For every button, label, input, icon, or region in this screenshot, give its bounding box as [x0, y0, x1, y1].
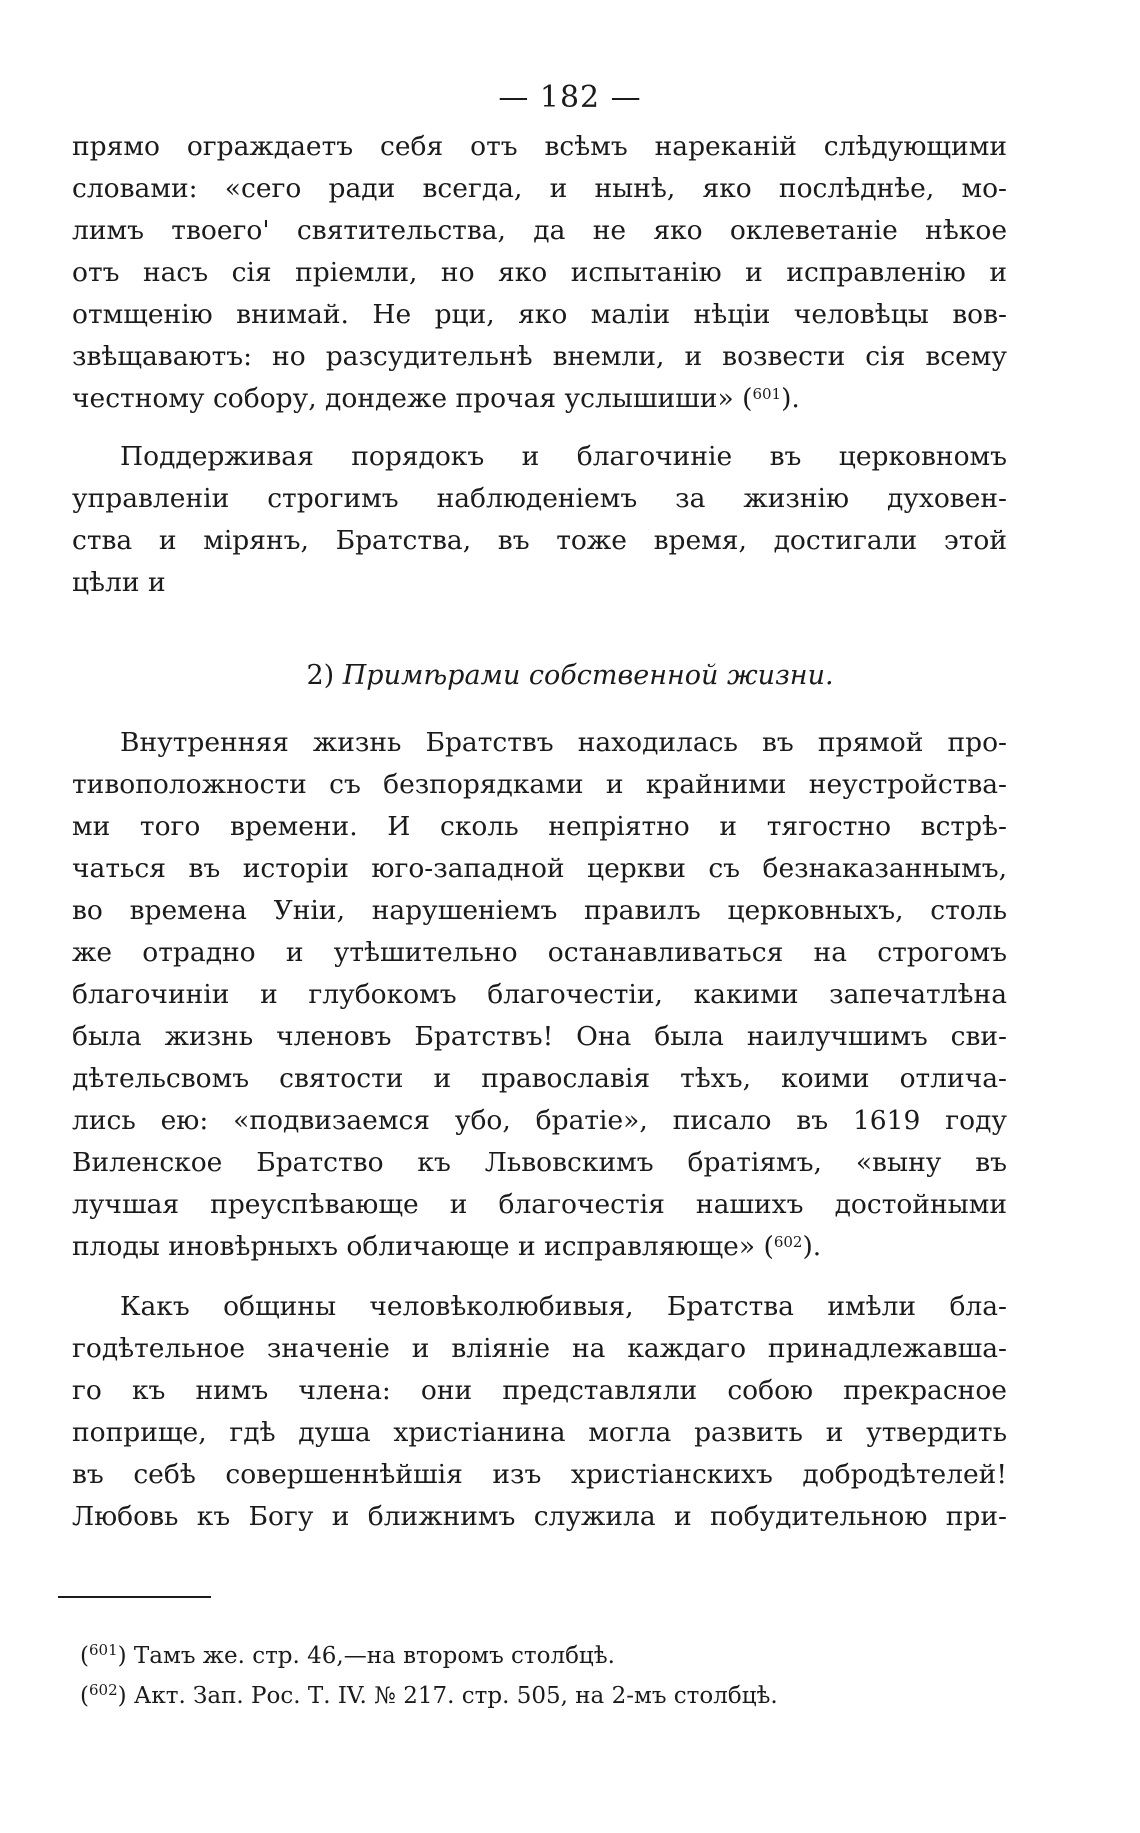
text-line: словами: «сего ради всегда, и нынѣ, яко послѣднѣе, мо-: [72, 173, 1007, 204]
footnote-divider: [58, 1596, 211, 1598]
footnote-number: 601: [88, 1641, 118, 1659]
text-line: Поддерживая порядокъ и благочиніе въ церковномъ: [120, 441, 1007, 472]
text-line: лучшая преуспѣвающе и благочестія нашихъ достойными: [72, 1189, 1007, 1220]
text-line: лись ею: «подвизаемся убо, братіе», писало въ 1619 году: [72, 1105, 1007, 1136]
footnote-reference: 601: [752, 385, 782, 403]
heading-title: Примѣрами собственной жизни.: [342, 660, 834, 691]
text-line: [72, 378, 1007, 420]
text-line: ми того времени. И сколь непріятно и тягостно встрѣ-: [72, 811, 1007, 842]
text-line: во времена Уніи, нарушеніемъ правилъ церковныхъ, столь: [72, 895, 1007, 926]
text-line: [72, 1226, 1007, 1268]
footnotes: [80, 1636, 1040, 1716]
text-line: была жизнь членовъ Братствъ! Она была наилучшимъ сви-: [72, 1021, 1007, 1052]
paragraph-continuation: [72, 126, 1007, 420]
text-line: лимъ твоего' святительства, да не яко оклеветаніе нѣкое: [72, 215, 1007, 246]
text-line: въ себѣ совершеннѣйшія изъ христіанскихъ добродѣтелей!: [72, 1459, 1007, 1490]
text-line: отмщенію внимай. Не рци, яко маліи нѣціи человѣцы вов-: [72, 299, 1007, 330]
text-line: Любовь къ Богу и ближнимъ служила и побудительною при-: [72, 1501, 1007, 1532]
text-fragment: честному собору, дондеже прочая услышиши» (: [72, 383, 753, 414]
footnote-number: 602: [88, 1681, 118, 1699]
footnote-text: Акт. Зап. Рос. Т. IV. № 217. стр. 505, на 2-мъ столбцѣ.: [133, 1683, 778, 1709]
text-line: цѣли и: [72, 567, 166, 598]
text-line: Внутренняя жизнь Братствъ находилась въ прямой про-: [120, 727, 1007, 758]
section-heading: [0, 654, 1140, 698]
text-line: чаться въ исторіи юго-западной церкви съ безнаказаннымъ,: [72, 853, 1007, 884]
text-fragment: ).: [802, 1231, 822, 1262]
text-line: звѣщаваютъ: но разсудительнѣ внемли, и возвести сія всему: [72, 341, 1007, 372]
text-line: годѣтельное значеніе и вліяніе на каждаго принадлежавша-: [72, 1333, 1007, 1364]
text-line: Виленское Братство къ Львовскимъ братіямъ, «выну въ: [72, 1147, 1007, 1178]
text-line: тивоположности съ безпорядками и крайними неустройства-: [72, 769, 1007, 800]
text-line: дѣтельсвомъ святости и православія тѣхъ, коими отлича-: [72, 1063, 1007, 1094]
paragraph-inner-life: [72, 722, 1007, 1268]
text-fragment: ).: [781, 383, 800, 414]
text-line: же отрадно и утѣшительно останавливаться на строгомъ: [72, 937, 1007, 968]
text-line: благочиніи и глубокомъ благочестіи, какими запечатлѣна: [72, 979, 1007, 1010]
text-fragment: плоды иновѣрныхъ обличающе и исправляюще» (: [72, 1231, 774, 1262]
text-line: поприще, гдѣ душа христіанина могла развить и утвердить: [72, 1417, 1007, 1448]
text-line: ства и мірянъ, Братства, въ тоже время, достигали этой: [72, 525, 1007, 556]
text-line: го къ нимъ члена: они представляли собою прекрасное: [72, 1375, 1007, 1406]
text-line: отъ насъ сія пріемли, но яко испытанію и исправленію и: [72, 257, 1007, 288]
footnote: ($^{602}$) Акт. Зап. Рос. Т. IV. № 217. стр. 505, на 2-мъ столбцѣ.: [80, 1681, 778, 1709]
text-line: управленіи строгимъ наблюденіемъ за жизнію духовен-: [72, 483, 1007, 514]
text-line: Какъ общины человѣколюбивыя, Братства имѣли бла-: [120, 1291, 1007, 1322]
heading-number: 2): [306, 660, 335, 691]
footnote-reference: 602: [773, 1233, 803, 1251]
text-line: прямо ограждаетъ себя отъ всѣмъ нареканій слѣдующими: [72, 131, 1007, 162]
footnote-text: Тамъ же. стр. 46,—на второмъ столбцѣ.: [133, 1643, 615, 1669]
paragraph-order: [72, 436, 1007, 604]
footnote: ($^{601}$) Тамъ же. стр. 46,—на второмъ столбцѣ.: [80, 1641, 615, 1669]
page-number: — 182 —: [498, 80, 642, 115]
paragraph-philanthropy: [72, 1286, 1007, 1538]
